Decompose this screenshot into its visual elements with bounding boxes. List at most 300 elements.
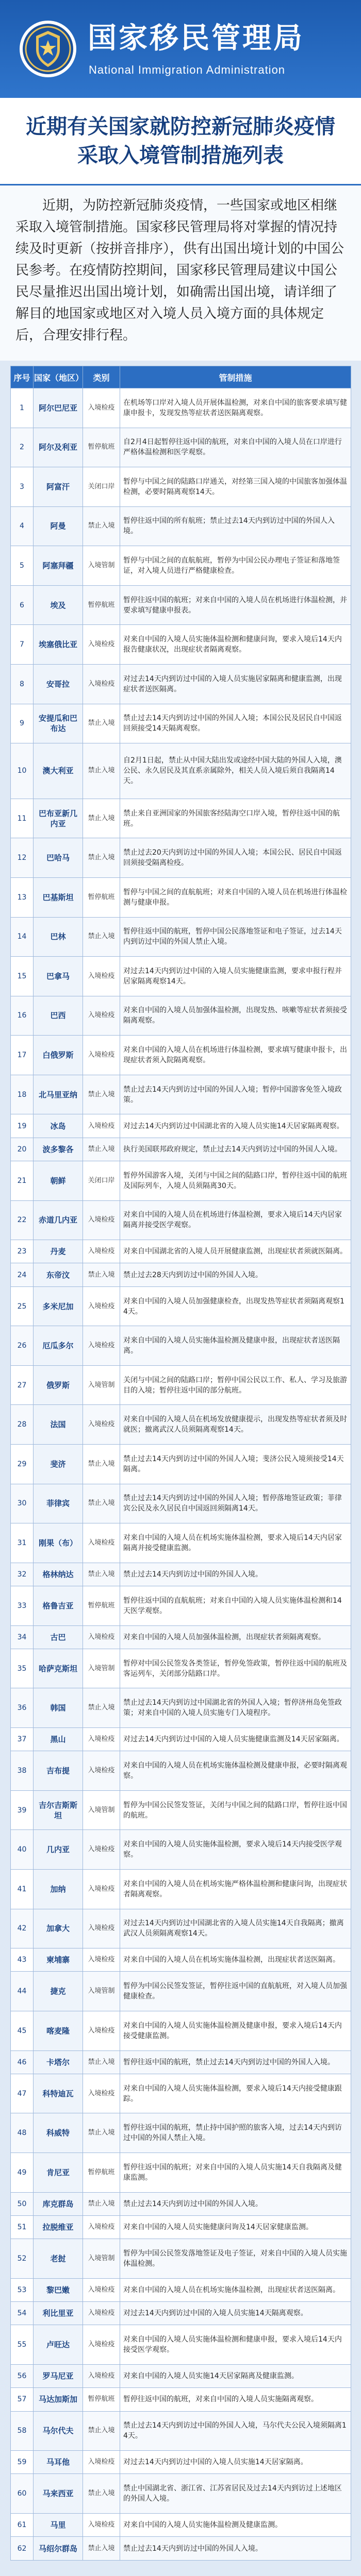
- measure-text: 对来自中国的入境人员在机场实施体温检测，出现症状者送医隔离。: [120, 2278, 351, 2301]
- category-label: 入境管制: [83, 546, 120, 586]
- table-row: [11, 506, 351, 546]
- table-row: [11, 625, 351, 665]
- country-name: 多米尼加: [34, 1286, 83, 1326]
- row-number: 58: [11, 2411, 34, 2451]
- measure-text: 暂停外国游客入境，关闭与中国之间的陆路口岸，暂停往返中国的航班及国际列车，入境人员须隔离30天。: [120, 1161, 351, 1201]
- country-name: 库克群岛: [34, 2192, 83, 2215]
- row-number: 15: [11, 957, 34, 996]
- country-name: 卢旺达: [34, 2325, 83, 2365]
- table-body: [11, 388, 351, 2561]
- table-row: [11, 1161, 351, 1201]
- row-number: 30: [11, 1484, 34, 1523]
- category-label: 入境检疫: [83, 1948, 120, 1972]
- country-name: 安哥拉: [34, 664, 83, 704]
- table-row: [11, 467, 351, 507]
- row-number: 61: [11, 2514, 34, 2537]
- country-name: 几内亚: [34, 1830, 83, 1870]
- country-name: 马达加斯加: [34, 2388, 83, 2411]
- measure-text: 对来自中国的入境人员实施体温检测及健康申报，出现症状者送医隔离。: [120, 1326, 351, 1366]
- table-row: [11, 2411, 351, 2451]
- country-name: 东帝汶: [34, 1263, 83, 1286]
- table-row: [11, 2537, 351, 2561]
- row-number: 17: [11, 1036, 34, 1075]
- row-number: 59: [11, 2451, 34, 2474]
- category-label: 禁止入境: [83, 917, 120, 957]
- category-label: 暂停航班: [83, 878, 120, 918]
- row-number: 56: [11, 2364, 34, 2387]
- category-label: 入境检疫: [83, 1523, 120, 1563]
- row-number: 35: [11, 1649, 34, 1688]
- table-row: [11, 428, 351, 467]
- measure-text: 对来自中国的入境人员加强体温检测，出现症状者须隔离观察。: [120, 1625, 351, 1649]
- table-row: [11, 664, 351, 704]
- country-name: 黑山: [34, 1728, 83, 1751]
- measure-text: 禁止过去14天内到访过中国的外国人入境，马尔代夫公民入境须隔离14天。: [120, 2411, 351, 2451]
- category-label: 入境检疫: [83, 2215, 120, 2239]
- table-row: [11, 1138, 351, 1161]
- table-row: [11, 1728, 351, 1751]
- measure-text: 禁止过去14天内到访过中国的外国人入境。: [120, 2192, 351, 2215]
- category-label: 禁止入境: [83, 2192, 120, 2215]
- category-label: 禁止入境: [83, 704, 120, 743]
- category-label: 入境检疫: [83, 1286, 120, 1326]
- row-number: 40: [11, 1830, 34, 1870]
- measure-text: 对过去14天内到访过中国的入境人员实施居家隔离和健康监测，出现症状者送医隔离。: [120, 664, 351, 704]
- table-row: [11, 917, 351, 957]
- table-row: [11, 1625, 351, 1649]
- measure-text: 禁止过去14天内到访过中国的外国人入境；暂停落地签证政策；菲律宾公民及永久居民自中国返回须隔离14天。: [120, 1484, 351, 1523]
- title-line-1: 近期有关国家就防控新冠肺炎疫情: [26, 114, 335, 139]
- measure-text: 对过去14天内到访过中国的入境人员实施14天居家隔离。: [120, 2451, 351, 2474]
- country-name: 格林纳达: [34, 1563, 83, 1586]
- country-name: 阿富汗: [34, 467, 83, 507]
- country-name: 埃及: [34, 585, 83, 625]
- table-row: [11, 838, 351, 878]
- table-row: [11, 1563, 351, 1586]
- category-label: 禁止入境: [83, 1563, 120, 1586]
- table-row: [11, 1484, 351, 1523]
- table-row: [11, 2215, 351, 2239]
- table-row: [11, 2302, 351, 2325]
- measures-table-container: [10, 366, 351, 2561]
- row-number: 18: [11, 1075, 34, 1114]
- category-label: 禁止入境: [83, 1263, 120, 1286]
- category-label: 入境检疫: [83, 2364, 120, 2387]
- row-number: 51: [11, 2215, 34, 2239]
- measure-text: 执行美国联邦政府规定，禁止过去14天内到访过中国的外国人入境。: [120, 1138, 351, 1161]
- measure-text: 对过去14天内到访过中国湖北省的入境人员实施14天自我隔离；撤离武汉人员须隔离观察14天。: [120, 1909, 351, 1948]
- category-label: 入境检疫: [83, 1625, 120, 1649]
- measure-text: 暂停与中国之间的直航航班；对来自中国的入境人员在机场进行体温检测与健康申报。: [120, 878, 351, 918]
- table-row: [11, 2388, 351, 2411]
- row-number: 12: [11, 838, 34, 878]
- category-label: 入境检疫: [83, 2011, 120, 2051]
- category-label: 入境检疫: [83, 996, 120, 1036]
- country-name: 吉布提: [34, 1751, 83, 1791]
- table-row: [11, 1649, 351, 1688]
- row-number: 24: [11, 1263, 34, 1286]
- measure-text: 暂停往返中国的航班，暂停中国公民落地签证和电子签证，过去14天内到访过中国的外国人禁止入境。: [120, 917, 351, 957]
- country-name: 马耳他: [34, 2451, 83, 2474]
- measure-text: 暂停往返中国的航班；对来自中国的入境人员在机场进行体温检测，并要求填写健康申报表。: [120, 585, 351, 625]
- row-number: 43: [11, 1948, 34, 1972]
- category-label: 入境检疫: [83, 1751, 120, 1791]
- measure-text: 暂停为中国公民签发签证，暂停往返中国的直航航班，对入境人员加强健康检查。: [120, 1972, 351, 2011]
- row-number: 44: [11, 1972, 34, 2011]
- table-row: [11, 1114, 351, 1138]
- country-name: 巴基斯坦: [34, 878, 83, 918]
- row-number: 14: [11, 917, 34, 957]
- measure-text: 对来自中国的入境人员实施体温检测，要求入境后14天内接受医学观察。: [120, 1830, 351, 1870]
- category-label: 入境检疫: [83, 625, 120, 665]
- category-label: 入境检疫: [83, 1326, 120, 1366]
- country-name: 科威特: [34, 2113, 83, 2153]
- country-name: 埃塞俄比亚: [34, 625, 83, 665]
- country-name: 厄瓜多尔: [34, 1326, 83, 1366]
- column-header-measures: 管制措施: [120, 366, 351, 388]
- category-label: 入境检疫: [83, 2074, 120, 2113]
- category-label: 入境检疫: [83, 2514, 120, 2537]
- country-name: 拉脱维亚: [34, 2215, 83, 2239]
- agency-name-en: National Immigration Administration: [89, 63, 286, 76]
- measure-text: 对来自中国的入境人员加强健康检查，出现发热等症状者须隔离观察14天。: [120, 1286, 351, 1326]
- row-number: 39: [11, 1790, 34, 1830]
- category-label: 暂停航班: [83, 2388, 120, 2411]
- row-number: 32: [11, 1563, 34, 1586]
- row-number: 60: [11, 2474, 34, 2514]
- category-label: 禁止入境: [83, 1075, 120, 1114]
- table-row: [11, 1445, 351, 1484]
- country-name: 北马里亚纳: [34, 1075, 83, 1114]
- category-label: 入境检疫: [83, 1830, 120, 1870]
- measure-text: 禁止过去14天内到访过中国的外国人入境。: [120, 1563, 351, 1586]
- table-row: [11, 1240, 351, 1263]
- table-row: [11, 743, 351, 799]
- category-label: 入境管制: [83, 1365, 120, 1405]
- table-row: [11, 1586, 351, 1626]
- table-row: [11, 1909, 351, 1948]
- measure-text: 对过去14天内到访过中国湖北省的入境人员实施14天居家隔离观察。: [120, 1114, 351, 1138]
- table-row: [11, 2278, 351, 2301]
- country-name: 安提瓜和巴布达: [34, 704, 83, 743]
- row-number: 45: [11, 2011, 34, 2051]
- row-number: 29: [11, 1445, 34, 1484]
- category-label: 禁止入境: [83, 506, 120, 546]
- measure-text: 对来自中国的入境人员实施体温检测，要求入境后14天内接受健康跟踪。: [120, 2074, 351, 2113]
- row-number: 47: [11, 2074, 34, 2113]
- category-label: 暂停航班: [83, 428, 120, 467]
- country-name: 巴布亚新几内亚: [34, 799, 83, 838]
- country-name: 刚果（布）: [34, 1523, 83, 1563]
- table-row: [11, 2451, 351, 2474]
- measure-text: 自2月1日起，禁止从中国大陆出发或途经中国大陆的外国人入境，澳公民、永久居民及其直系亲属除外，相关人员入境后须自我隔离14天。: [120, 743, 351, 799]
- table-row: [11, 1286, 351, 1326]
- country-name: 黎巴嫩: [34, 2278, 83, 2301]
- measure-text: 对来自中国的入境人员实施体温检测和健康申报，要求入境后14天内接受医学观察。: [120, 2325, 351, 2365]
- country-name: 肯尼亚: [34, 2153, 83, 2193]
- table-row: [11, 2153, 351, 2193]
- measure-text: 禁止过去14天内到访过中国的外国人入境；斐济公民入境须接受14天隔离。: [120, 1445, 351, 1484]
- country-name: 巴拿马: [34, 957, 83, 996]
- country-name: 吉尔吉斯斯坦: [34, 1790, 83, 1830]
- country-name: 柬埔寨: [34, 1948, 83, 1972]
- measure-text: 暂停与中国之间的直航航班，暂停为中国公民办理电子签证和落地签证，对入境人员进行严格健康检查。: [120, 546, 351, 586]
- category-label: 禁止入境: [83, 2411, 120, 2451]
- category-label: 入境检疫: [83, 1114, 120, 1138]
- category-label: 入境检疫: [83, 1036, 120, 1075]
- column-header-country: 国家（地区）: [34, 366, 83, 388]
- category-label: 入境检疫: [83, 388, 120, 428]
- category-label: 禁止入境: [83, 1484, 120, 1523]
- measure-text: 对过去14天内到访过中国的入境人员实施14天隔离观察。: [120, 2302, 351, 2325]
- table-row: [11, 2192, 351, 2215]
- row-number: 46: [11, 2050, 34, 2074]
- column-header-category: 类别: [83, 366, 120, 388]
- country-name: 格鲁吉亚: [34, 1586, 83, 1626]
- country-name: 马来西亚: [34, 2474, 83, 2514]
- category-label: 关闭口岸: [83, 467, 120, 507]
- measure-text: 暂停为中国公民签发签证，关闭与中国之间的陆路口岸，暂停往返中国的航班。: [120, 1790, 351, 1830]
- row-number: 55: [11, 2325, 34, 2365]
- category-label: 入境检疫: [83, 1240, 120, 1263]
- header-banner: [0, 0, 361, 98]
- row-number: 7: [11, 625, 34, 665]
- category-label: 入境检疫: [83, 1405, 120, 1445]
- country-name: 老挝: [34, 2239, 83, 2279]
- country-name: 朝鲜: [34, 1161, 83, 1201]
- intro-paragraph: 近期，为防控新冠肺炎疫情，一些国家或地区相继采取入境管制措施。国家移民管理局将对掌握的情况持续及时更新（按拼音排序），供有出国出境计划的中国公民参考。在疫情防控期间，国家移民管理局建议中国公民尽量推迟出国出境计划，如确需出国出境，请详细了解目的地国家或地区对入境人员入境方面的具体规定后，合理安排行程。: [0, 185, 361, 361]
- category-label: 入境管制: [83, 1972, 120, 2011]
- country-name: 马绍尔群岛: [34, 2537, 83, 2561]
- country-name: 利比里亚: [34, 2302, 83, 2325]
- table-header-row: [11, 366, 351, 388]
- row-number: 37: [11, 1728, 34, 1751]
- category-label: 禁止入境: [83, 2474, 120, 2514]
- table-row: [11, 2239, 351, 2279]
- row-number: 6: [11, 585, 34, 625]
- country-name: 科特迪瓦: [34, 2074, 83, 2113]
- row-number: 3: [11, 467, 34, 507]
- table-row: [11, 1263, 351, 1286]
- measure-text: 对来自中国的入境人员在机场实施严格体温检测和健康问询，出现症状者隔离观察。: [120, 1870, 351, 1909]
- category-label: 入境检疫: [83, 1728, 120, 1751]
- measure-text: 对过去14天内到访过中国的入境人员实施健康监测，要求申报行程并居家隔离观察14天。: [120, 957, 351, 996]
- country-name: 巴林: [34, 917, 83, 957]
- measure-text: 对来自中国湖北省的入境人员开展健康监测，出现症状者须就医隔离。: [120, 1240, 351, 1263]
- category-label: 禁止入境: [83, 1445, 120, 1484]
- row-number: 34: [11, 1625, 34, 1649]
- table-row: [11, 2514, 351, 2537]
- country-name: 巴哈马: [34, 838, 83, 878]
- row-number: 50: [11, 2192, 34, 2215]
- measure-text: 对来自中国的入境人员实施体温检测及健康监测。: [120, 2514, 351, 2537]
- table-row: [11, 704, 351, 743]
- table-row: [11, 1688, 351, 1728]
- measure-text: 对来自中国的入境人员在机场实施体温检测，出现症状者送医隔离。: [120, 1948, 351, 1972]
- measure-text: 在机场等口岸对入境人员开展体温检测，对来自中国的旅客要求填写健康申报卡，发现发热等症状者送医隔离观察。: [120, 388, 351, 428]
- row-number: 9: [11, 704, 34, 743]
- category-label: 禁止入境: [83, 2113, 120, 2153]
- measure-text: 禁止过去14天内到访过中国的外国人入境。: [120, 2537, 351, 2561]
- category-label: 暂停航班: [83, 2153, 120, 2193]
- table-row: [11, 1326, 351, 1366]
- row-number: 27: [11, 1365, 34, 1405]
- measure-text: 禁止过去14天内到访过中国湖北省的外国人入境；暂停济州岛免签政策；对来自中国的入境人员实施专门入境程序。: [120, 1688, 351, 1728]
- row-number: 2: [11, 428, 34, 467]
- country-name: 马尔代夫: [34, 2411, 83, 2451]
- row-number: 52: [11, 2239, 34, 2279]
- measure-text: 暂停往返中国的所有航班；禁止过去14天内到访过中国的外国人入境。: [120, 506, 351, 546]
- measure-text: 对来自中国的入境人员在机场进行体温检测，要求填写健康申报卡，出现症状者须入院隔离观察。: [120, 1036, 351, 1075]
- category-label: 关闭口岸: [83, 1161, 120, 1201]
- table-row: [11, 799, 351, 838]
- category-label: 入境检疫: [83, 664, 120, 704]
- measure-text: 对来自中国的入境人员实施体温检测及健康申报，要求入境后14天内接受健康监测。: [120, 2011, 351, 2051]
- country-name: 白俄罗斯: [34, 1036, 83, 1075]
- measure-text: 暂停往返中国的航班，对来自中国的入境人员实施隔离观察。: [120, 2388, 351, 2411]
- table-row: [11, 1523, 351, 1563]
- category-label: 入境检疫: [83, 1909, 120, 1948]
- country-name: 俄罗斯: [34, 1365, 83, 1405]
- measure-text: 对来自中国的入境人员加强体温检测，出现发热、咳嗽等症状者须接受隔离观察。: [120, 996, 351, 1036]
- country-name: 赤道几内亚: [34, 1200, 83, 1240]
- category-label: 入境检疫: [83, 2302, 120, 2325]
- row-number: 25: [11, 1286, 34, 1326]
- row-number: 42: [11, 1909, 34, 1948]
- measure-text: 禁止过去14天内到访过中国的外国人入境；暂停中国游客免签入境政策。: [120, 1075, 351, 1114]
- row-number: 57: [11, 2388, 34, 2411]
- measure-text: 禁止过去20天内到访过中国的外国人入境；本国公民、居民自中国返回须接受隔离检疫。: [120, 838, 351, 878]
- table-row: [11, 2011, 351, 2051]
- column-header-number: 序号: [11, 366, 34, 388]
- title-line-2: 采取入境管制措施列表: [77, 143, 284, 167]
- measure-text: 自2月4日起暂停往返中国的航班，对来自中国的入境人员在口岸进行严格体温检测和医学观察。: [120, 428, 351, 467]
- row-number: 41: [11, 1870, 34, 1909]
- measure-text: 禁止过去28天内到访过中国的外国人入境。: [120, 1263, 351, 1286]
- category-label: 禁止入境: [83, 2050, 120, 2074]
- table-row: [11, 1751, 351, 1791]
- country-name: 阿塞拜疆: [34, 546, 83, 586]
- row-number: 48: [11, 2113, 34, 2153]
- category-label: 禁止入境: [83, 1688, 120, 1728]
- measure-text: 暂停往返中国的航班，禁止过去14天内到访过中国的外国人入境。: [120, 2050, 351, 2074]
- table-row: [11, 1200, 351, 1240]
- table-row: [11, 2325, 351, 2365]
- category-label: 入境检疫: [83, 2325, 120, 2365]
- table-row: [11, 546, 351, 586]
- measure-text: 对过去14天内到访过中国的入境人员实施健康监测及14天居家隔离。: [120, 1728, 351, 1751]
- measure-text: 对来自中国的入境人员在机场实施体温检测及健康申报，必要时隔离观察。: [120, 1751, 351, 1791]
- category-label: 禁止入境: [83, 838, 120, 878]
- measure-text: 对来自中国的入境人员在机场实施体温检测，要求入境后14天内居家隔离并接受健康监测。: [120, 1523, 351, 1563]
- measure-text: 暂停为中国公民签发落地签证及电子签证，对来自中国的入境人员实施体温检测。: [120, 2239, 351, 2279]
- measure-text: 禁止中国湖北省、浙江省、江苏省居民及过去14天内到访过上述地区的外国人入境。: [120, 2474, 351, 2514]
- country-name: 马里: [34, 2514, 83, 2537]
- country-name: 古巴: [34, 1625, 83, 1649]
- row-number: 21: [11, 1161, 34, 1201]
- row-number: 49: [11, 2153, 34, 2193]
- table-row: [11, 1830, 351, 1870]
- category-label: 入境管制: [83, 1790, 120, 1830]
- category-label: 入境检疫: [83, 1200, 120, 1240]
- table-row: [11, 1036, 351, 1075]
- category-label: 暂停航班: [83, 1586, 120, 1626]
- agency-name-cn: 国家移民管理局: [88, 22, 304, 55]
- category-label: 入境检疫: [83, 2278, 120, 2301]
- row-number: 13: [11, 878, 34, 918]
- row-number: 11: [11, 799, 34, 838]
- category-label: 入境管制: [83, 1649, 120, 1688]
- row-number: 28: [11, 1405, 34, 1445]
- country-name: 阿尔及利亚: [34, 428, 83, 467]
- row-number: 16: [11, 996, 34, 1036]
- table-row: [11, 2050, 351, 2074]
- table-row: [11, 1365, 351, 1405]
- country-name: 丹麦: [34, 1240, 83, 1263]
- country-name: 阿曼: [34, 506, 83, 546]
- category-label: 禁止入境: [83, 799, 120, 838]
- table-row: [11, 996, 351, 1036]
- table-row: [11, 585, 351, 625]
- row-number: 19: [11, 1114, 34, 1138]
- measure-text: 暂停往返中国的直航航班；对来自中国的入境人员实施体温检测和14天医学观察。: [120, 1586, 351, 1626]
- category-label: 入境检疫: [83, 2451, 120, 2474]
- table-row: [11, 388, 351, 428]
- country-name: 加拿大: [34, 1909, 83, 1948]
- measure-text: 对来自中国的入境人员实施体温检测和健康问询，要求入境后14天内报告健康状况，出现症状者隔离观察。: [120, 625, 351, 665]
- table-row: [11, 2074, 351, 2113]
- measure-text: 对来自中国的入境人员在机场发放健康提示，出现发热等症状者须及时就医；撤离武汉人员须隔离观察14天。: [120, 1405, 351, 1445]
- country-name: 喀麦隆: [34, 2011, 83, 2051]
- table-row: [11, 1870, 351, 1909]
- measure-text: 关闭与中国之间的陆路口岸；暂停中国公民以工作、私人、学习及旅游目的入境；暂停往返中国的部分航班。: [120, 1365, 351, 1405]
- category-label: 入境检疫: [83, 1870, 120, 1909]
- measures-table: [10, 366, 351, 2561]
- row-number: 1: [11, 388, 34, 428]
- measure-text: 对来自中国的入境人员在机场进行体温检测，要求入境后14天内居家隔离并接受医学观察。: [120, 1200, 351, 1240]
- row-number: 53: [11, 2278, 34, 2301]
- category-label: 入境检疫: [83, 957, 120, 996]
- row-number: 36: [11, 1688, 34, 1728]
- country-name: 哈萨克斯坦: [34, 1649, 83, 1688]
- table-row: [11, 1405, 351, 1445]
- row-number: 54: [11, 2302, 34, 2325]
- country-name: 罗马尼亚: [34, 2364, 83, 2387]
- row-number: 62: [11, 2537, 34, 2561]
- page-title: [0, 98, 361, 185]
- row-number: 4: [11, 506, 34, 546]
- country-name: 巴西: [34, 996, 83, 1036]
- table-row: [11, 1075, 351, 1114]
- emblem-icon: [19, 20, 77, 78]
- category-label: 禁止入境: [83, 1138, 120, 1161]
- category-label: 暂停航班: [83, 585, 120, 625]
- country-name: 韩国: [34, 1688, 83, 1728]
- row-number: 5: [11, 546, 34, 586]
- measure-text: 暂停对中国公民签发各类签证，暂停免签政策，暂停往返中国的航班及客运列车，关闭部分陆路口岸。: [120, 1649, 351, 1688]
- measure-text: 暂停往返中国的航班；对来自中国的入境人员实施14天自我隔离及健康监测。: [120, 2153, 351, 2193]
- country-name: 法国: [34, 1405, 83, 1445]
- country-name: 澳大利亚: [34, 743, 83, 799]
- category-label: 禁止入境: [83, 2537, 120, 2561]
- row-number: 22: [11, 1200, 34, 1240]
- measure-text: 暂停与中国之间的陆路口岸通关，对经第三国入境的中国旅客加强体温检测，必要时隔离观察14天。: [120, 467, 351, 507]
- table-row: [11, 2364, 351, 2387]
- country-name: 加纳: [34, 1870, 83, 1909]
- country-name: 斐济: [34, 1445, 83, 1484]
- category-label: 禁止入境: [83, 743, 120, 799]
- measure-text: 暂停往返中国的航班，禁止持中国护照的旅客入境，过去14天内到访过中国的外国人禁止入境。: [120, 2113, 351, 2153]
